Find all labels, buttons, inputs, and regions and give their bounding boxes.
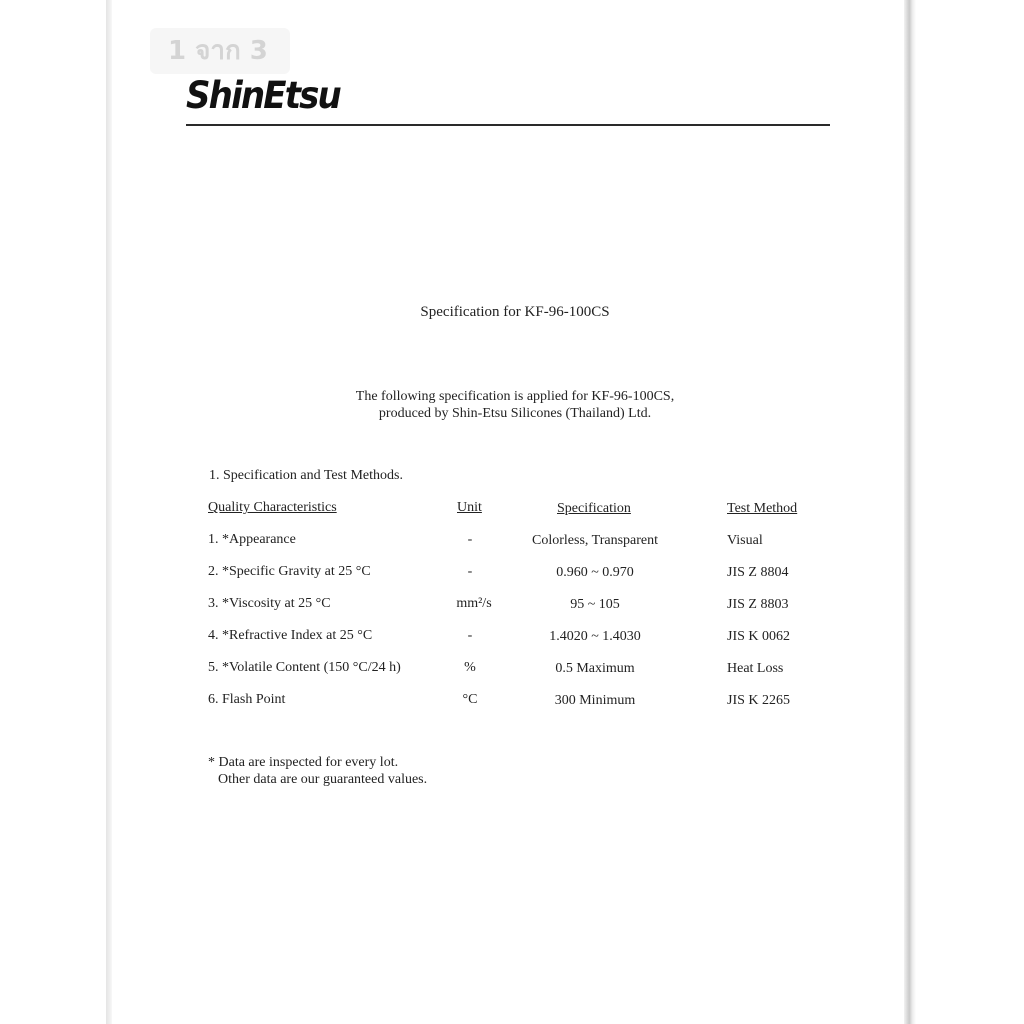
- footnote-line-2: Other data are our guaranteed values.: [218, 772, 428, 787]
- intro-line-2: produced by Shin-Etsu Silicones (Thailand) Ltd.: [378, 406, 652, 421]
- header-rule: [186, 124, 830, 126]
- row-1-characteristic: 1. *Appearance: [208, 532, 296, 547]
- page-left-edge: [106, 0, 112, 1024]
- shin-etsu-logo: ShinEtsu: [186, 74, 340, 117]
- intro-line-1: The following specification is applied for KF-96-100CS,: [355, 389, 675, 404]
- row-2-test-method: JIS Z 8804: [727, 565, 789, 580]
- row-1-unit: -: [467, 532, 473, 547]
- page-right-edge: [904, 0, 916, 1024]
- row-2-specification: 0.960 ~ 0.970: [556, 565, 634, 580]
- footnote-line-1: * Data are inspected for every lot.: [208, 755, 399, 770]
- header-quality: Quality Characteristics: [208, 500, 337, 515]
- document-title: Specification for KF-96-100CS: [420, 304, 610, 320]
- intro-paragraph: [0, 388, 1024, 422]
- row-5-test-method: Heat Loss: [727, 661, 784, 676]
- row-3-specification: 95 ~ 105: [570, 597, 620, 612]
- row-4-test-method: JIS K 0062: [727, 629, 791, 644]
- row-3-unit: mm²/s: [456, 596, 492, 611]
- row-5-unit: %: [464, 660, 476, 675]
- row-2-characteristic: 2. *Specific Gravity at 25 °C: [208, 564, 371, 579]
- row-4-specification: 1.4020 ~ 1.4030: [549, 629, 641, 644]
- row-6-characteristic: 6. Flash Point: [208, 692, 286, 707]
- row-6-specification: 300 Minimum: [554, 693, 636, 708]
- row-5-characteristic: 5. *Volatile Content (150 °C/24 h): [208, 660, 401, 675]
- section-heading: 1. Specification and Test Methods.: [209, 468, 403, 483]
- row-1-test-method: Visual: [727, 533, 763, 548]
- row-3-characteristic: 3. *Viscosity at 25 °C: [208, 596, 331, 611]
- row-4-unit: -: [467, 628, 473, 643]
- row-4-characteristic: 4. *Refractive Index at 25 °C: [208, 628, 373, 643]
- row-5-specification: 0.5 Maximum: [555, 661, 635, 676]
- page-indicator: 1 จาก 3: [150, 28, 290, 74]
- header-test-method: Test Method: [727, 501, 798, 516]
- row-6-unit: °C: [462, 692, 478, 707]
- header-unit: Unit: [457, 500, 482, 515]
- footnote: [208, 754, 427, 788]
- row-6-test-method: JIS K 2265: [727, 693, 791, 708]
- header-specification: Specification: [557, 501, 631, 516]
- row-1-specification: Colorless, Transparent: [532, 533, 658, 548]
- row-2-unit: -: [467, 564, 473, 579]
- row-3-test-method: JIS Z 8803: [727, 597, 789, 612]
